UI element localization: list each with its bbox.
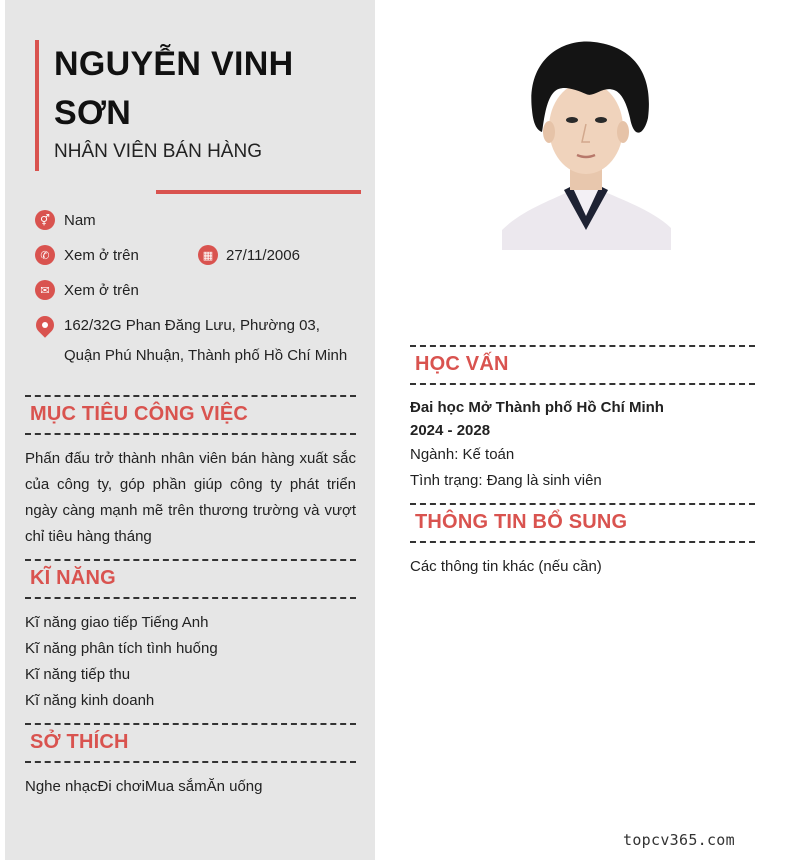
skills-title: KĨ NĂNG bbox=[30, 567, 116, 589]
additional-info-text: Các thông tin khác (nếu cần) bbox=[410, 558, 602, 575]
skill-item: Kĩ năng kinh doanh bbox=[25, 692, 155, 709]
study-years: 2024 - 2028 bbox=[410, 422, 491, 439]
objective-text: Phấn đấu trở thành nhân viên bán hàng xuất sắc của công ty, góp phần giúp công ty phát triển ngày càng mạnh mẽ trên thương trường và vượt chỉ tiêu hàng tháng bbox=[25, 450, 356, 545]
email-icon: ✉ bbox=[35, 280, 55, 300]
hobbies-title: SỞ THÍCH bbox=[30, 731, 129, 753]
address-line-2: Quận Phú Nhuận, Thành phố Hồ Chí Minh bbox=[64, 347, 348, 364]
education-header bbox=[410, 345, 755, 385]
additional-info-title: THÔNG TIN BỔ SUNG bbox=[415, 511, 628, 533]
address-line-1: 162/32G Phan Đăng Lưu, Phường 03, bbox=[64, 317, 320, 334]
education-title: HỌC VẤN bbox=[415, 353, 509, 375]
skill-item: Kĩ năng tiếp thu bbox=[25, 666, 131, 683]
calendar-icon: ▦ bbox=[198, 245, 218, 265]
job-title: NHÂN VIÊN BÁN HÀNG bbox=[54, 141, 262, 162]
full-name-line-1: NGUYỄN VINH bbox=[54, 45, 294, 83]
additional-info-header bbox=[410, 503, 755, 543]
email-value: Xem ở trên bbox=[64, 282, 139, 299]
study-status: Tình trạng: Đang là sinh viên bbox=[410, 472, 602, 489]
gender-value: Nam bbox=[64, 212, 96, 229]
hobbies-header bbox=[25, 723, 356, 763]
objective-header bbox=[25, 395, 356, 435]
name-block bbox=[35, 40, 335, 171]
birthday-value: 27/11/2006 bbox=[226, 247, 300, 264]
footer-watermark: topcv365.com bbox=[623, 831, 735, 849]
phone-value: Xem ở trên bbox=[64, 247, 139, 264]
gender-icon: ⚥ bbox=[35, 210, 55, 230]
profile-photo bbox=[502, 40, 671, 250]
accent-divider bbox=[156, 190, 361, 194]
school-name: Đai học Mở Thành phố Hồ Chí Minh bbox=[410, 399, 664, 416]
full-name-line-2: SƠN bbox=[54, 94, 132, 132]
skill-item: Kĩ năng phân tích tình huống bbox=[25, 640, 218, 657]
skills-header bbox=[25, 559, 356, 599]
objective-title: MỤC TIÊU CÔNG VIỆC bbox=[30, 403, 249, 425]
person-portrait-icon bbox=[502, 40, 671, 250]
hobbies-text: Nghe nhạcĐi chơiMua sắmĂn uống bbox=[25, 778, 263, 795]
phone-icon: ✆ bbox=[35, 245, 55, 265]
major: Ngành: Kế toán bbox=[410, 446, 515, 463]
skill-item: Kĩ năng giao tiếp Tiếng Anh bbox=[25, 614, 209, 631]
